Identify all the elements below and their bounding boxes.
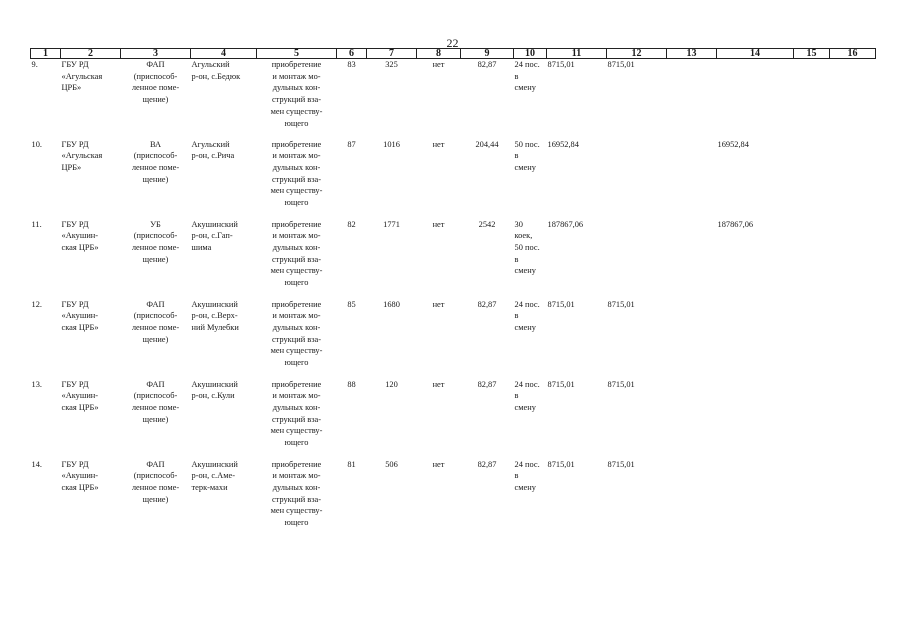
col8-cell: нет <box>432 139 445 149</box>
work-description-cell: приобретение и монтаж мо- дульных кон- струкций вза- мен существу- ющего <box>270 219 323 288</box>
col9-cell: 82,87 <box>477 459 497 469</box>
col8-cell: нет <box>432 379 445 389</box>
col9-cell: 82,87 <box>477 60 497 69</box>
table-row <box>31 139 876 219</box>
capacity-cell: 24 пос. в смену <box>514 459 540 492</box>
location-cell: Агульский р-он, с.Рича <box>191 139 235 161</box>
work-description-cell: приобретение и монтаж мо- дульных кон- струкций вза- мен существу- ющего <box>270 299 323 368</box>
facility-type-cell: ФАП (приспособ- ленное поме- щение) <box>131 379 180 424</box>
organization-cell: ГБУ РД «Акушин- ская ЦРБ» <box>61 379 99 412</box>
col12-cell <box>607 139 667 219</box>
organization-cell: ГБУ РД «Акушин- ская ЦРБ» <box>61 459 99 492</box>
capacity-cell: 50 пос. в смену <box>514 139 540 172</box>
col11-cell: 8715,01 <box>547 60 575 69</box>
column-header: 11 <box>547 49 607 59</box>
col7-cell: 1680 <box>383 299 400 309</box>
col8-cell: нет <box>432 459 445 469</box>
col6-cell: 85 <box>347 299 356 309</box>
col6-cell: 82 <box>347 219 356 229</box>
col16-cell <box>830 59 876 139</box>
col14-cell <box>717 379 794 459</box>
col11-cell: 187867,06 <box>547 219 584 229</box>
column-header: 13 <box>667 49 717 59</box>
work-description-cell: приобретение и монтаж мо- дульных кон- струкций вза- мен существу- ющего <box>270 379 323 448</box>
col7-cell: 325 <box>385 60 398 69</box>
capacity-cell: 24 пос. в смену <box>514 299 540 332</box>
table-row <box>31 379 876 459</box>
row-number: 9. <box>31 60 38 69</box>
location-cell: Акушинский р-он, с.Кули <box>191 379 238 401</box>
work-description-cell: приобретение и монтаж мо- дульных кон- струкций вза- мен существу- ющего <box>270 459 323 528</box>
col13-cell <box>667 139 717 219</box>
col9-cell: 82,87 <box>477 299 497 309</box>
col7-cell: 506 <box>385 459 398 469</box>
location-cell: Акушинский р-он, с.Верх- ний Мулебки <box>191 299 239 332</box>
organization-cell: ГБУ РД «Агульская ЦРБ» <box>61 60 103 93</box>
col13-cell <box>667 59 717 139</box>
work-description-cell: приобретение и монтаж мо- дульных кон- струкций вза- мен существу- ющего <box>270 139 323 208</box>
location-cell: Акушинский р-он, с.Гап- шима <box>191 219 238 252</box>
col11-cell: 8715,01 <box>547 459 575 469</box>
col16-cell <box>830 379 876 459</box>
column-header: 5 <box>257 49 337 59</box>
col9-cell: 204,44 <box>475 139 499 149</box>
col7-cell: 1016 <box>383 139 400 149</box>
row-number: 10. <box>31 139 42 149</box>
column-header: 16 <box>830 49 876 59</box>
col16-cell <box>830 139 876 219</box>
page-number: 22 <box>446 36 459 50</box>
col12-cell: 8715,01 <box>607 60 635 69</box>
column-header: 7 <box>367 49 417 59</box>
facility-type-cell: ФАП (приспособ- ленное поме- щение) <box>131 459 180 504</box>
col14-cell: 187867,06 <box>717 219 754 229</box>
col8-cell: нет <box>432 299 445 309</box>
col6-cell: 88 <box>347 379 356 389</box>
col14-cell <box>717 299 794 379</box>
capacity-cell: 24 пос. в смену <box>514 379 540 412</box>
header-row <box>31 49 876 59</box>
location-cell: Акушинский р-он, с.Аме- терк-махи <box>191 459 238 492</box>
table-row <box>31 299 876 379</box>
work-description-cell: приобретение и монтаж мо- дульных кон- струкций вза- мен существу- ющего <box>270 60 323 128</box>
col6-cell: 87 <box>347 139 356 149</box>
row-number: 14. <box>31 459 42 469</box>
column-header: 12 <box>607 49 667 59</box>
col11-cell: 8715,01 <box>547 299 575 309</box>
col12-cell: 8715,01 <box>607 459 635 469</box>
column-header: 1 <box>31 49 61 59</box>
column-header: 9 <box>461 49 514 59</box>
capacity-cell: 30 коек, 50 пос. в смену <box>514 219 540 276</box>
col16-cell <box>830 459 876 539</box>
col9-cell: 82,87 <box>477 379 497 389</box>
col16-cell <box>830 299 876 379</box>
col11-cell: 16952,84 <box>547 139 579 149</box>
col13-cell <box>667 219 717 299</box>
col15-cell <box>794 299 830 379</box>
col15-cell <box>794 379 830 459</box>
col6-cell: 81 <box>347 459 356 469</box>
row-number: 11. <box>31 219 42 229</box>
table-row <box>31 219 876 299</box>
capacity-cell: 24 пос. в смену <box>514 60 540 93</box>
col15-cell <box>794 139 830 219</box>
col12-cell: 8715,01 <box>607 379 635 389</box>
row-number: 12. <box>31 299 42 309</box>
column-header: 4 <box>191 49 257 59</box>
col8-cell: нет <box>432 219 445 229</box>
facility-type-cell: ВА (приспособ- ленное поме- щение) <box>131 139 180 184</box>
table-row <box>31 459 876 539</box>
row-number: 13. <box>31 379 42 389</box>
col15-cell <box>794 219 830 299</box>
col6-cell: 83 <box>347 60 356 69</box>
col15-cell <box>794 59 830 139</box>
column-header: 15 <box>794 49 830 59</box>
col7-cell: 120 <box>385 379 398 389</box>
col15-cell <box>794 459 830 539</box>
col14-cell: 16952,84 <box>717 139 749 149</box>
col16-cell <box>830 219 876 299</box>
col7-cell: 1771 <box>383 219 400 229</box>
column-header: 8 <box>417 49 461 59</box>
facility-type-cell: УБ (приспособ- ленное поме- щение) <box>131 219 180 264</box>
facility-type-cell: ФАП (приспособ- ленное поме- щение) <box>131 60 180 105</box>
column-header: 6 <box>337 49 367 59</box>
col8-cell: нет <box>432 60 445 69</box>
col13-cell <box>667 299 717 379</box>
col14-cell <box>717 459 794 539</box>
facility-type-cell: ФАП (приспособ- ленное поме- щение) <box>131 299 180 344</box>
col11-cell: 8715,01 <box>547 379 575 389</box>
col14-cell <box>717 59 794 139</box>
col12-cell <box>607 219 667 299</box>
col13-cell <box>667 459 717 539</box>
organization-cell: ГБУ РД «Акушин- ская ЦРБ» <box>61 219 99 252</box>
col13-cell <box>667 379 717 459</box>
organization-cell: ГБУ РД «Агульская ЦРБ» <box>61 139 103 172</box>
organization-cell: ГБУ РД «Акушин- ская ЦРБ» <box>61 299 99 332</box>
column-header: 3 <box>121 49 191 59</box>
col9-cell: 2542 <box>478 219 496 229</box>
col12-cell: 8715,01 <box>607 299 635 309</box>
column-header: 10 <box>514 49 547 59</box>
location-cell: Агульский р-он, с.Бедюк <box>191 60 241 81</box>
table-row <box>31 59 876 139</box>
data-table <box>30 48 876 539</box>
column-header: 2 <box>61 49 121 59</box>
column-header: 14 <box>717 49 794 59</box>
